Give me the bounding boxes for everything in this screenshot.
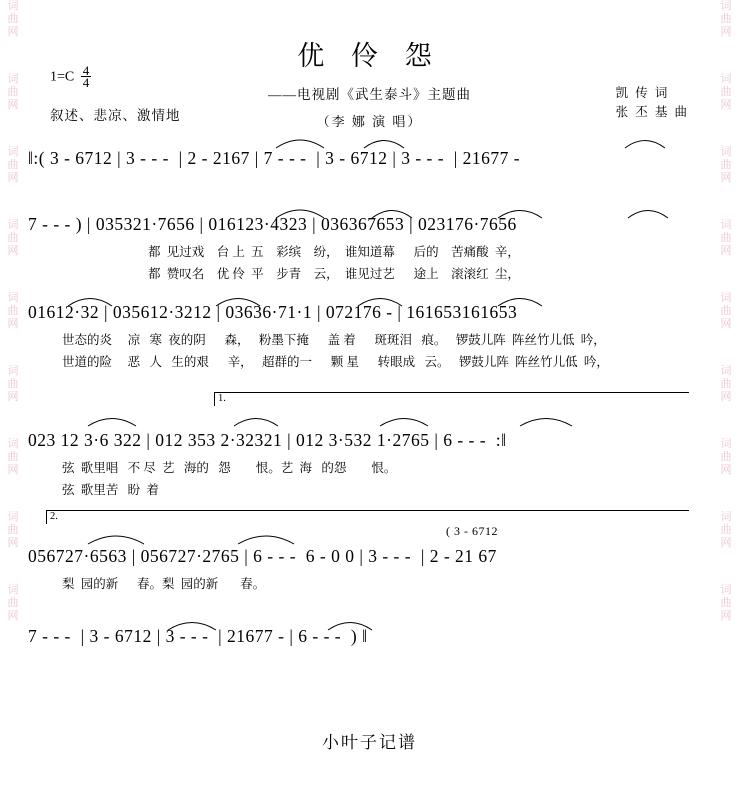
key-label: 1=C: [50, 69, 75, 85]
watermark-char: 曲: [7, 524, 19, 536]
notes-line-5-small: ( 3 - 6712: [446, 524, 498, 538]
watermark-block: [0, 438, 26, 477]
watermark-char: 词: [7, 146, 19, 158]
watermark-char: 网: [7, 464, 19, 476]
credits: [616, 84, 689, 122]
watermark-char: 网: [7, 537, 19, 549]
lyrics-line-3a: 世态的炎 凉 寒 夜的阴 森， 粉墨下掩 盖 着 斑斑泪 痕。 锣鼓儿阵 阵丝竹儿低 吟，: [62, 333, 606, 347]
lyrics-line-2b: 都 赞叹名 优 伶 平 步青 云， 谁见过艺 途上 滚滚红 尘，: [148, 267, 520, 281]
watermark-block: [0, 146, 26, 185]
volta-bracket-1: 1.: [214, 392, 689, 406]
watermark-char: 词: [7, 73, 19, 85]
watermark-char: 曲: [7, 232, 19, 244]
watermark-block: [0, 365, 26, 404]
watermark-char: 网: [720, 99, 732, 111]
watermark-char: 词: [7, 365, 19, 377]
watermark-char: 曲: [720, 378, 732, 390]
watermark-char: 网: [7, 99, 19, 111]
watermark-char: 词: [720, 146, 732, 158]
watermark-block: [0, 584, 26, 623]
time-signature-numerator: 4: [82, 63, 90, 78]
key-signature: [50, 63, 91, 90]
notes-line-6: 7 - - - | 3 - 6712 | 3 - - - | 21677 - | 6 - - - ) ‖: [28, 626, 368, 646]
watermark-char: 曲: [7, 86, 19, 98]
lyrics-line-5a: 梨 园的新 春。梨 园的新 春。: [62, 577, 266, 591]
time-signature-denominator: 4: [82, 75, 90, 90]
watermark-left: [0, 0, 26, 789]
notes-line-4: 023 12 3·6 322 | 012 353 2·32321 | 012 3·532 1·2765 | 6 - - - :‖: [28, 430, 507, 450]
watermark-char: 曲: [7, 451, 19, 463]
watermark-block: [0, 219, 26, 258]
watermark-char: 曲: [720, 86, 732, 98]
watermark-char: 曲: [720, 524, 732, 536]
watermark-char: 网: [7, 610, 19, 622]
watermark-char: 网: [720, 464, 732, 476]
watermark-char: 词: [720, 365, 732, 377]
watermark-block: [713, 365, 739, 404]
watermark-char: 曲: [7, 159, 19, 171]
time-signature: [81, 65, 92, 88]
watermark-char: 曲: [7, 13, 19, 25]
watermark-char: 曲: [720, 451, 732, 463]
watermark-char: 网: [720, 391, 732, 403]
watermark-block: [0, 292, 26, 331]
watermark-char: 网: [720, 318, 732, 330]
notes-line-1: ‖:( 3 - 6712 | 3 - - - | 2 - 2167 | 7 - - - | 3 - 6712 | 3 - - - | 21677 -: [28, 148, 521, 168]
expression-mark: 叙述、悲凉、激情地: [50, 108, 181, 123]
watermark-block: [0, 73, 26, 112]
watermark-char: 曲: [7, 597, 19, 609]
watermark-char: 词: [720, 219, 732, 231]
watermark-char: 网: [7, 172, 19, 184]
watermark-char: 网: [720, 245, 732, 257]
watermark-block: [713, 0, 739, 39]
lyrics-line-4a: 弦 歌里唱 不 尽 艺 海的 怨 恨。艺 海 的怨 恨。: [62, 461, 397, 475]
watermark-char: 网: [7, 245, 19, 257]
notes-line-2: 7 - - - ) | 035321·7656 | 016123·4323 | 036367653 | 023176·7656: [28, 214, 517, 234]
credit-composer: 张 丕 基 曲: [615, 105, 689, 119]
watermark-block: [713, 292, 739, 331]
credit-lyricist: 凯 传 词: [615, 86, 670, 100]
lyrics-line-3b: 世道的险 恶 人 生的艰 辛， 超群的一 颗 星 转眼成 云。 锣鼓儿阵 阵丝竹儿低 吟，: [62, 355, 609, 369]
watermark-char: 曲: [7, 378, 19, 390]
watermark-char: 词: [7, 292, 19, 304]
watermark-block: [0, 511, 26, 550]
volta-bracket-2: 2.: [46, 510, 689, 524]
watermark-char: 词: [720, 511, 732, 523]
music-sheet: [28, 0, 711, 789]
watermark-block: [713, 146, 739, 185]
watermark-char: 曲: [720, 597, 732, 609]
watermark-char: 网: [7, 391, 19, 403]
page-title: 优 伶 怨: [297, 41, 442, 71]
watermark-char: 词: [720, 292, 732, 304]
watermark-char: 词: [720, 438, 732, 450]
watermark-char: 曲: [720, 159, 732, 171]
watermark-block: [713, 73, 739, 112]
watermark-char: 曲: [720, 13, 732, 25]
watermark-char: 网: [720, 172, 732, 184]
watermark-char: 词: [7, 584, 19, 596]
watermark-block: [0, 0, 26, 39]
watermark-char: 曲: [720, 232, 732, 244]
watermark-right: [713, 0, 739, 789]
watermark-char: 词: [7, 511, 19, 523]
watermark-char: 词: [7, 0, 19, 12]
watermark-char: 网: [720, 610, 732, 622]
lyrics-line-2a: 都 见过戏 台 上 五 彩缤 纷， 谁知道幕 后的 苦痛酸 辛，: [148, 245, 520, 259]
watermark-char: 曲: [7, 305, 19, 317]
subtitle: ——电视剧《武生泰斗》主题曲: [268, 87, 471, 102]
transcriber-note: 小叶子记谱: [322, 733, 417, 752]
watermark-char: 网: [7, 26, 19, 38]
notes-line-3: 01612·32 | 035612·3212 | 03636·71·1 | 072176 - | 161653161653: [28, 302, 518, 322]
watermark-char: 词: [7, 438, 19, 450]
watermark-char: 网: [720, 537, 732, 549]
watermark-char: 词: [720, 584, 732, 596]
lyrics-line-4b: 弦 歌里苦 盼 着: [62, 483, 159, 497]
notes-line-5: 056727·6563 | 056727·2765 | 6 - - - 6 - 0 0 | 3 - - - | 2 - 21 67: [28, 546, 497, 566]
watermark-char: 网: [7, 318, 19, 330]
watermark-char: 词: [7, 219, 19, 231]
watermark-char: 网: [720, 26, 732, 38]
watermark-char: 词: [720, 0, 732, 12]
watermark-char: 曲: [720, 305, 732, 317]
performer-line: （李 娜 演 唱）: [316, 114, 423, 129]
watermark-char: 词: [720, 73, 732, 85]
